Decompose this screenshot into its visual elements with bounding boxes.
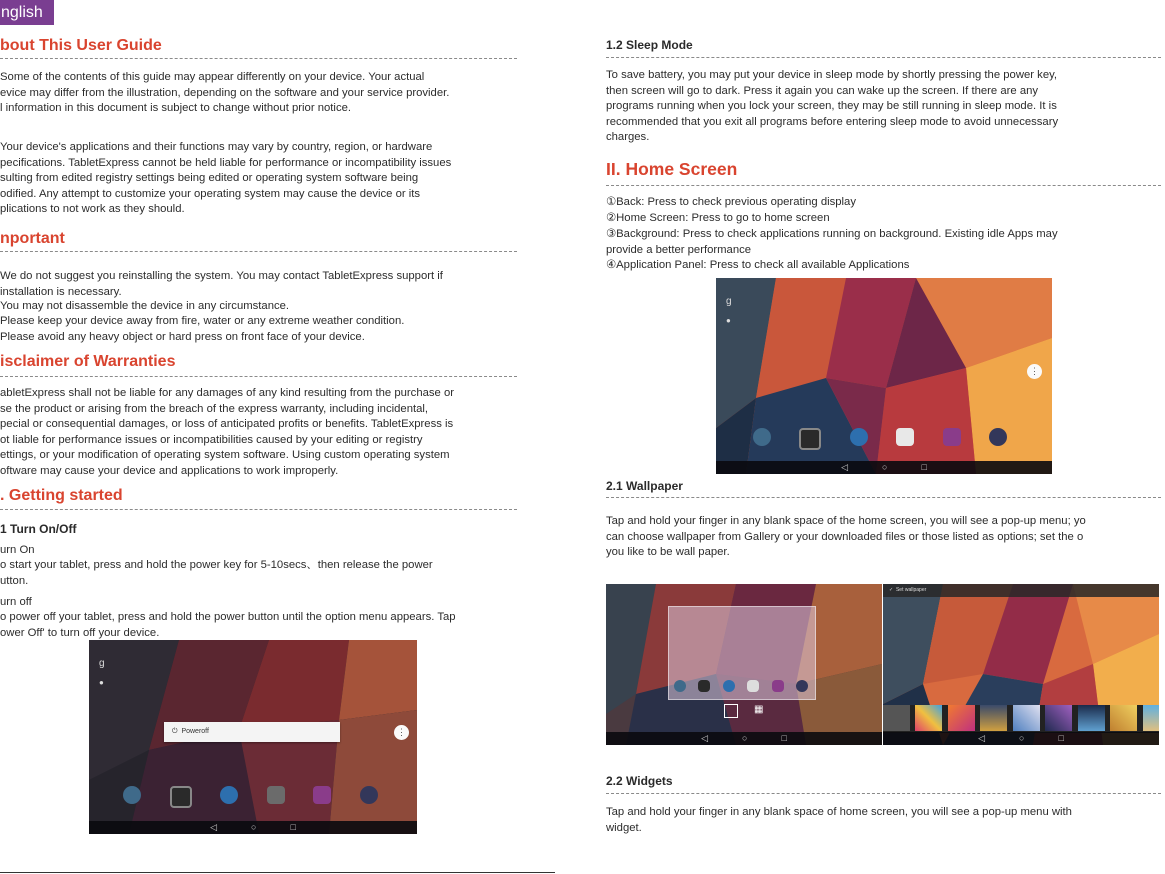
google-icon[interactable]: g (99, 658, 105, 669)
divider (606, 793, 1161, 794)
sleep-mode-paragraph: To save battery, you may put your device in sleep mode by shortly pressing the power key, then screen will go to dark. Press it again you can wake up the screen. If there are any programs running when you lock your screen, they may be still running in sleep mode. It is recommended that you exit all programs before entering sleep mode to avoid unnecessary charges. (606, 69, 1059, 144)
widgets-option-icon[interactable]: ▦ (754, 704, 764, 715)
mic-icon[interactable]: ● (726, 316, 731, 325)
divider (606, 185, 1161, 186)
app-dock (753, 428, 1007, 450)
back-nav-icon[interactable]: ◁ (841, 462, 849, 472)
widgets-paragraph: Tap and hold your finger in any blank space of home screen, you will see a pop-up menu with widget. (606, 806, 1072, 834)
set-wallpaper-label: Set wallpaper (895, 587, 927, 593)
gallery-app-icon[interactable] (943, 428, 961, 446)
poweroff-label: Poweroff (181, 728, 209, 735)
important-item: We do not suggest you reinstalling the system. You may contact TabletExpress support if installation is necessary. (0, 270, 443, 298)
play-store-app-icon[interactable] (267, 786, 285, 804)
about-paragraph-1: Some of the contents of this guide may appear differently on your device. Your actual evice may differ from the illustration, depending on the software and your service provider. l information in this document is subject to change without prior notice. (0, 71, 450, 115)
back-nav-icon[interactable]: ◁ (701, 733, 709, 743)
home-item: ②Home Screen: Press to go to home screen (606, 212, 830, 224)
turn-off-text: o power off your tablet, press and hold the power button until the option menu appears. Tap ower Off' to turn off your device. (0, 611, 456, 639)
wallpaper-thumbnail[interactable] (980, 705, 1007, 731)
play-store-app-icon[interactable] (747, 680, 759, 692)
language-tab: nglish (0, 0, 54, 25)
home-item: ③Background: Press to check applications running on background. Existing idle Apps may provide a better performance (606, 228, 1058, 256)
navigation-bar (883, 732, 1159, 745)
about-heading: bout This User Guide (0, 37, 162, 54)
wallpaper-thumbnail[interactable] (1143, 705, 1159, 731)
important-item: Please avoid any heavy object or hard press on front face of your device. (0, 331, 365, 343)
wallpaper-thumbnail[interactable] (1110, 705, 1137, 731)
disclaimer-paragraph: abletExpress shall not be liable for any damages of any kind resulting from the purchase or se the product or arising from the breach of the express warranty, including incidental, pecial or consequential damages, or loss of anticipated profits or benefits. TabletExpress is ot liable for performance issues or incompatibilities caused by your editing or registry ettings, or your modification of operating system software. Using custom operating system oftware may cause your device and applications to work improperly. (0, 387, 455, 477)
navigation-bar (606, 732, 882, 745)
camera-app-icon[interactable] (698, 680, 710, 692)
poweroff-screenshot (89, 640, 417, 834)
home-screen-heading: II. Home Screen (606, 159, 738, 179)
poweroff-menu-item[interactable] (164, 722, 340, 742)
turn-on-label: urn On (0, 544, 35, 556)
important-heading: nportant (0, 230, 65, 247)
home-screen-screenshot (716, 278, 1052, 474)
camera-app-icon[interactable] (799, 428, 821, 450)
apps-grid-icon[interactable]: ⋮ (394, 725, 409, 740)
wallpapers-option-icon[interactable] (724, 704, 738, 718)
wallpaper-thumbnail[interactable] (1045, 705, 1072, 731)
home-item: ④Application Panel: Press to check all available Applications (606, 259, 910, 271)
home-nav-icon[interactable]: ○ (882, 462, 888, 472)
widgets-heading: 2.2 Widgets (606, 774, 673, 788)
back-nav-icon[interactable]: ◁ (978, 733, 986, 743)
browser-app-icon[interactable] (723, 680, 735, 692)
apps-grid-icon[interactable]: ⋮ (1027, 364, 1042, 379)
divider (0, 251, 517, 252)
divider (0, 376, 517, 377)
wallpaper-thumbnail[interactable] (948, 705, 975, 731)
sleep-mode-heading: 1.2 Sleep Mode (606, 38, 693, 52)
browser-app-icon[interactable] (220, 786, 238, 804)
settings-app-icon[interactable] (753, 428, 771, 446)
turn-on-off-heading: 1 Turn On/Off (0, 522, 77, 536)
settings-app-icon[interactable] (123, 786, 141, 804)
disclaimer-heading: isclaimer of Warranties (0, 353, 176, 370)
divider (606, 497, 1161, 498)
set-wallpaper-action-bar[interactable]: ✓ Set wallpaper (883, 584, 1159, 597)
wallpaper-thumbnail[interactable] (1078, 705, 1105, 731)
play-store-app-icon[interactable] (896, 428, 914, 446)
gallery-app-icon[interactable] (313, 786, 331, 804)
music-app-icon[interactable] (796, 680, 808, 692)
browser-app-icon[interactable] (850, 428, 868, 446)
settings-app-icon[interactable] (674, 680, 686, 692)
home-item: ①Back: Press to check previous operating display (606, 196, 856, 208)
home-nav-icon[interactable]: ○ (251, 822, 257, 832)
turn-off-label: urn off (0, 596, 32, 608)
divider (606, 57, 1161, 58)
recents-nav-icon[interactable]: □ (1058, 733, 1064, 743)
page-bottom-rule (0, 872, 555, 873)
getting-started-heading: . Getting started (0, 487, 123, 504)
power-icon: ⏻ (172, 728, 178, 735)
mic-icon[interactable]: ● (99, 678, 104, 687)
app-dock (674, 680, 808, 692)
back-nav-icon[interactable]: ◁ (210, 822, 218, 832)
set-wallpaper-screenshot (883, 584, 1159, 745)
wallpaper-menu-screenshot (606, 584, 882, 745)
gallery-app-icon[interactable] (772, 680, 784, 692)
home-nav-icon[interactable]: ○ (742, 733, 748, 743)
wallpaper-paragraph: Tap and hold your finger in any blank space of the home screen, you will see a pop-up menu; yo can choose wallpaper from Gallery or your downloaded files or those listed as options; set the o you like to be wall paper. (606, 515, 1086, 559)
recents-nav-icon[interactable]: □ (921, 462, 927, 472)
turn-on-text: o start your tablet, press and hold the power key for 5-10secs、then release the power utton. (0, 559, 433, 587)
music-app-icon[interactable] (360, 786, 378, 804)
important-item: You may not disassemble the device in any circumstance. (0, 300, 290, 312)
music-app-icon[interactable] (989, 428, 1007, 446)
wallpaper-heading: 2.1 Wallpaper (606, 479, 683, 493)
divider (0, 509, 517, 510)
navigation-bar (716, 461, 1052, 474)
google-icon[interactable]: g (726, 296, 732, 307)
about-paragraph-2: Your device's applications and their functions may vary by country, region, or hardware pecifications. TabletExpress cannot be held liable for performance or incompatibility issues sulting from edited registry settings being edited or operating system software being odified. Any attempt to customize your operating system may cause the device or its plications to not work as they should. (0, 141, 452, 216)
app-dock (123, 786, 378, 808)
recents-nav-icon[interactable]: □ (781, 733, 787, 743)
pick-image-thumbnail[interactable] (883, 705, 910, 731)
wallpaper-thumbnail[interactable] (1013, 705, 1040, 731)
recents-nav-icon[interactable]: □ (290, 822, 296, 832)
home-nav-icon[interactable]: ○ (1019, 733, 1025, 743)
divider (0, 58, 517, 59)
camera-app-icon[interactable] (170, 786, 192, 808)
wallpaper-thumbnail[interactable] (915, 705, 942, 731)
important-item: Please keep your device away from fire, water or any extreme weather condition. (0, 315, 405, 327)
navigation-bar (89, 821, 417, 834)
wallpaper-thumbnail-strip (883, 705, 1159, 733)
